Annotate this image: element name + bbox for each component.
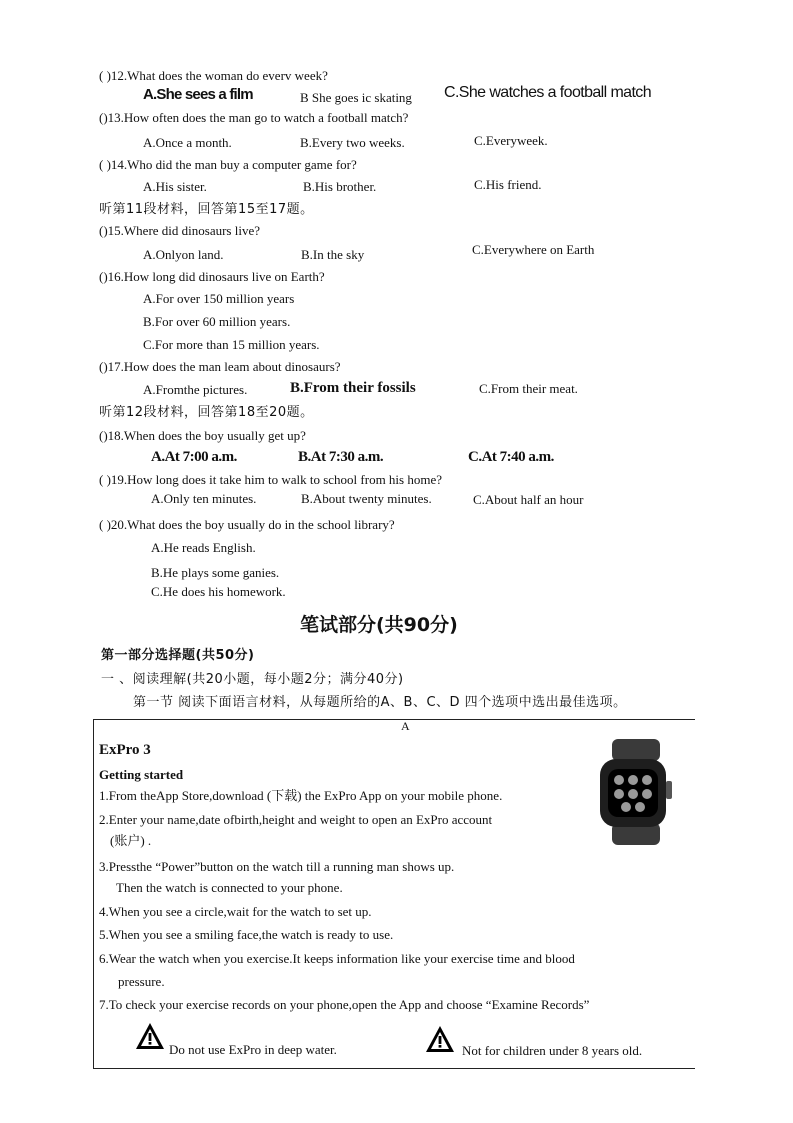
q12-stem: ( )12.What does the woman do everv week?	[99, 68, 328, 83]
q13-option-a: A.Once a month.	[143, 135, 232, 150]
step-7: 7.To check your exercise records on your phone,open the App and choose “Examine Records”	[99, 997, 590, 1012]
q14-option-a: A.His sister.	[143, 179, 207, 194]
q12-option-a: A.She sees a film	[143, 86, 253, 103]
step-2-line2: (账户) .	[110, 833, 152, 848]
q18-stem: ()18.When does the boy usually get up?	[99, 428, 306, 443]
q20-stem: ( )20.What does the boy usually do in the school library?	[99, 517, 395, 532]
warning-triangle-icon	[135, 1021, 165, 1051]
q13-option-b: B.Every two weeks.	[300, 135, 405, 150]
q15-option-b: B.In the sky	[301, 247, 365, 262]
step-5: 5.When you see a smiling face,the watch is ready to use.	[99, 927, 394, 942]
passage-a-letter: A	[401, 719, 410, 733]
q15-option-c: C.Everywhere on Earth	[472, 242, 595, 257]
q16-option-c: C.For more than 15 million years.	[143, 337, 320, 352]
q20-option-c: C.He does his homework.	[151, 584, 286, 599]
reading-heading: 一 、阅读理解(共20小题，每小题2分；满分40分)	[101, 672, 404, 687]
step-2-line1: 2.Enter your name,date ofbirth,height and weight to open an ExPro account	[99, 812, 493, 827]
q15-stem: ()15.Where did dinosaurs live?	[99, 223, 261, 238]
smartwatch-image	[590, 737, 682, 847]
q18-option-b: B.At 7:30 a.m.	[298, 449, 384, 465]
warning-triangle-icon	[425, 1024, 455, 1054]
step-4: 4.When you see a circle,wait for the watch to set up.	[99, 904, 372, 919]
step-6-line1: 6.Wear the watch when you exercise.It keeps information like your exercise time and blood	[99, 951, 575, 966]
q18-option-c: C.At 7:40 a.m.	[468, 449, 554, 465]
q17-option-a: A.Fromthe pictures.	[143, 382, 248, 397]
q12-option-c: C.She watches a football match	[444, 84, 652, 101]
step-6-line2: pressure.	[118, 974, 165, 989]
q16-option-b: B.For over 60 million years.	[143, 314, 291, 329]
q19-option-c: C.About half an hour	[473, 492, 584, 507]
step-3-line2: Then the watch is connected to your phone.	[116, 880, 343, 895]
q16-option-a: A.For over 150 million years	[143, 291, 295, 306]
q14-option-c: C.His friend.	[474, 177, 542, 192]
q19-option-b: B.About twenty minutes.	[301, 491, 432, 506]
warning-children: Not for children under 8 years old.	[462, 1043, 643, 1058]
q19-option-a: A.Only ten minutes.	[151, 491, 257, 506]
passage-subtitle: Getting started	[99, 767, 184, 782]
part1-heading: 第一部分选择题(共50分)	[101, 648, 255, 663]
q16-stem: ()16.How long did dinosaurs live on Earth?	[99, 269, 325, 284]
q20-option-b: B.He plays some ganies.	[151, 565, 280, 580]
q20-option-a: A.He reads English.	[151, 540, 256, 555]
q14-stem: ( )14.Who did the man buy a computer game for?	[99, 157, 357, 172]
written-part-title: 笔试部分(共90分)	[300, 614, 458, 636]
step-1: 1.From theApp Store,download (下载) the ExPro App on your mobile phone.	[99, 788, 503, 803]
q17-option-c: C.From their meat.	[479, 381, 578, 396]
q13-stem: ()13.How often does the man go to watch a football match?	[99, 110, 409, 125]
q17-option-b: B.From their fossils	[290, 380, 416, 396]
q14-option-b: B.His brother.	[303, 179, 377, 194]
q17-stem: ()17.How does the man leam about dinosaurs?	[99, 359, 341, 374]
q18-option-a: A.At 7:00 a.m.	[151, 449, 237, 465]
warning-deep-water: Do not use ExPro in deep water.	[169, 1042, 337, 1057]
passage-title: ExPro 3	[99, 742, 151, 758]
q19-stem: ( )19.How long does it take him to walk to school from his home?	[99, 472, 443, 487]
q12-option-b: B She goes ic skating	[300, 90, 412, 105]
q13-option-c: C.Everyweek.	[474, 133, 548, 148]
q15-option-a: A.Onlyon land.	[143, 247, 224, 262]
section1-instructions: 第一节 阅读下面语言材料，从每题所给的A、B、C、D 四个选项中选出最佳选项。	[133, 695, 627, 710]
section-11-heading: 听第11段材料，回答第15至17题。	[99, 202, 314, 217]
step-3-line1: 3.Pressthe “Power”button on the watch till a running man shows up.	[99, 859, 455, 874]
section-12-heading: 听第12段材料，回答第18至20题。	[99, 405, 314, 420]
